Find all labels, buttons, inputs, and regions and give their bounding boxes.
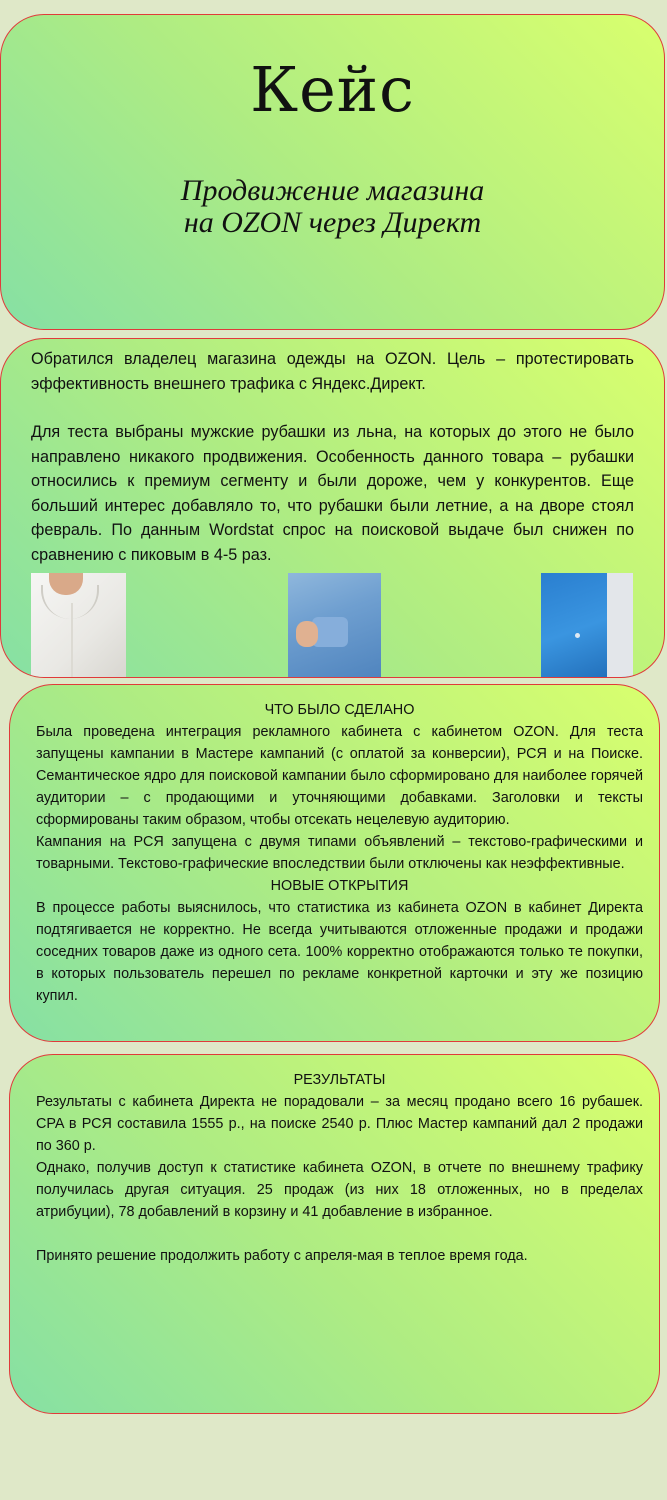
intro-paragraph-2: Для теста выбраны мужские рубашки из льна, на которых до этого не было направлено никакого продвижения. Особенность данного товара – рубашки относились к премиум сегменту и были дороже, чем у конкурентов. Еще больший интерес добавляло то, что рубашки были летние, а на дворе стоял февраль. По данным Wordstat спрос на поисковой выдаче был снижен по сравнению с пиковым в 4-5 раз. [31,423,634,564]
work-done-paragraph-2: Кампания на РСЯ запущена с двумя типами объявлений – текстово-графическими и товарными. Текстово-графические впоследствии были отключены как неэффективные. [36,834,643,872]
results-paragraph-2: Однако, получив доступ к статистике кабинета OZON, в отчете по внешнему трафику получилась другая ситуация. 25 продаж (из них 18 отложенных, но в пределах атрибуции), 78 добавлений в корзину и 41 добавление в избранное. [36,1160,643,1220]
results-card [9,1054,660,1414]
page-title: Кейс [250,53,415,126]
results-paragraph-1: Результаты с кабинета Директа не порадовали – за месяц продано всего 16 рубашек. CPA в РСЯ составила 1555 р., на поиске 2540 р. Плюс Мастер кампаний дал 2 продажи по 360 р. [36,1094,643,1154]
subtitle-line-2: на OZON через Директ [183,206,482,239]
results-paragraph-3: Принято решение продолжить работу с апреля-мая в теплое время года. [36,1248,528,1264]
work-done-text [36,699,643,1007]
light-blue-shirt-sleeve-photo [288,573,381,678]
discoveries-paragraph: В процессе работы выяснилось, что статистика из кабинета OZON в кабинет Директа подтягивается не корректно. Не всегда учитываются отложенные продажи и продажи соседних товаров даже из одного сета. 100% корректно отображаются только те покупки, в которых пользователь перешел по рекламе конкретной карточки и эту же позицию купил. [36,900,643,1004]
work-done-heading: ЧТО БЫЛО СДЕЛАНО [264,702,415,718]
discoveries-heading: НОВЫЕ ОТКРЫТИЯ [270,878,409,894]
intro-text [31,347,634,591]
blue-shirt-photo [541,573,633,678]
intro-card [0,338,665,678]
title-card [0,14,665,330]
work-done-card [9,684,660,1042]
intro-paragraph-1: Обратился владелец магазина одежды на OZON. Цель – протестировать эффективность внешнего трафика с Яндекс.Директ. [31,350,634,393]
results-text [36,1069,643,1267]
subtitle-line-1: Продвижение магазина [180,174,485,207]
white-shirt-photo [31,573,126,678]
results-heading: РЕЗУЛЬТАТЫ [293,1072,386,1088]
page-subtitle [1,175,664,239]
work-done-paragraph-1: Была проведена интеграция рекламного кабинета с кабинетом OZON. Для теста запущены кампании в Мастере кампаний (с оплатой за конверсии), РСЯ и на Поиске. Семантическое ядро для поисковой кампании было сформировано для наиболее горячей аудитории – с продающими и уточняющими добавками. Заголовки и тексты сформированы таким образом, чтобы отсекать нецелевую аудиторию. [36,724,643,828]
